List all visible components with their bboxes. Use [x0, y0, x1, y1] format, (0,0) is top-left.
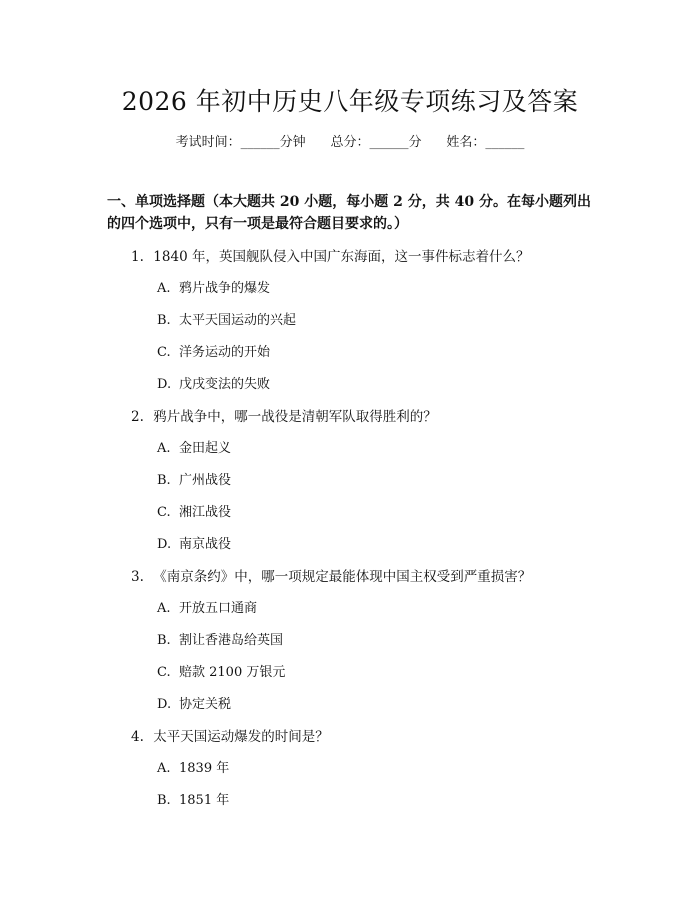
question-number: 1.: [131, 249, 144, 265]
option-letter: C.: [157, 345, 171, 360]
option-letter: A.: [157, 281, 171, 296]
question-3: [131, 565, 531, 585]
section-heading: 一、单项选择题（本大题共 20 小题，每小题 2 分，共 40 分。在每小题列出的四个选项中，只有一项是最符合题目要求的。）: [107, 194, 591, 232]
option-text: 戊戌变法的失败: [179, 377, 271, 392]
option-3c: [157, 661, 285, 680]
option-text: 1839 年: [179, 761, 230, 776]
option-letter: A.: [157, 761, 171, 776]
option-1c: [157, 341, 270, 360]
time-unit: 分钟: [279, 135, 306, 150]
option-text: 鸦片战争的爆发: [179, 281, 271, 296]
option-3a: [157, 597, 257, 616]
option-letter: B.: [157, 473, 171, 488]
option-4a: [157, 757, 229, 776]
option-2c: [157, 501, 231, 520]
option-text: 湘江战役: [179, 505, 232, 520]
option-letter: D.: [157, 697, 172, 712]
name-label: 姓名：: [446, 135, 486, 150]
option-text: 协定关税: [179, 697, 232, 712]
question-text: 《南京条约》中，哪一项规定最能体现中国主权受到严重损害？: [153, 569, 532, 585]
option-1a: [157, 277, 270, 296]
option-text: 赔款 2100 万银元: [179, 665, 286, 680]
option-text: 广州战役: [179, 473, 232, 488]
option-2a: [157, 437, 231, 456]
option-2d: [157, 533, 231, 552]
question-number: 2.: [131, 409, 144, 425]
option-letter: B.: [157, 793, 171, 808]
score-unit: 分: [408, 135, 422, 150]
score-blank: ______: [369, 135, 409, 150]
option-letter: C.: [157, 665, 171, 680]
time-blank: ______: [240, 135, 280, 150]
option-letter: B.: [157, 633, 171, 648]
question-4: [131, 725, 329, 745]
page-title: 2026 年初中历史八年级专项练习及答案: [121, 87, 579, 116]
question-1: [131, 245, 529, 265]
option-3b: [157, 629, 283, 648]
option-2b: [157, 469, 231, 488]
name-blank: ______: [485, 135, 525, 150]
question-text: 1840 年，英国舰队侵入中国广东海面，这一事件标志着什么？: [153, 249, 530, 265]
question-text: 鸦片战争中，哪一战役是清朝军队取得胜利的？: [153, 409, 437, 425]
question-text: 太平天国运动爆发的时间是？: [153, 729, 329, 745]
time-label: 考试时间：: [175, 135, 241, 150]
question-number: 4.: [131, 729, 144, 745]
option-4b: [157, 789, 229, 808]
option-letter: A.: [157, 441, 171, 456]
question-2: [131, 405, 437, 425]
option-text: 开放五口通商: [179, 601, 258, 616]
option-text: 洋务运动的开始: [179, 345, 271, 360]
option-letter: A.: [157, 601, 171, 616]
option-letter: C.: [157, 505, 171, 520]
option-text: 金田起义: [179, 441, 232, 456]
option-1b: [157, 309, 296, 328]
question-number: 3.: [131, 569, 144, 585]
option-letter: D.: [157, 537, 172, 552]
option-3d: [157, 693, 231, 712]
option-text: 南京战役: [179, 537, 232, 552]
score-label: 总分：: [330, 135, 370, 150]
option-text: 1851 年: [179, 793, 230, 808]
option-letter: D.: [157, 377, 172, 392]
option-1d: [157, 373, 270, 392]
exam-meta: [0, 131, 700, 150]
option-letter: B.: [157, 313, 171, 328]
option-text: 太平天国运动的兴起: [179, 313, 297, 328]
option-text: 割让香港岛给英国: [179, 633, 284, 648]
